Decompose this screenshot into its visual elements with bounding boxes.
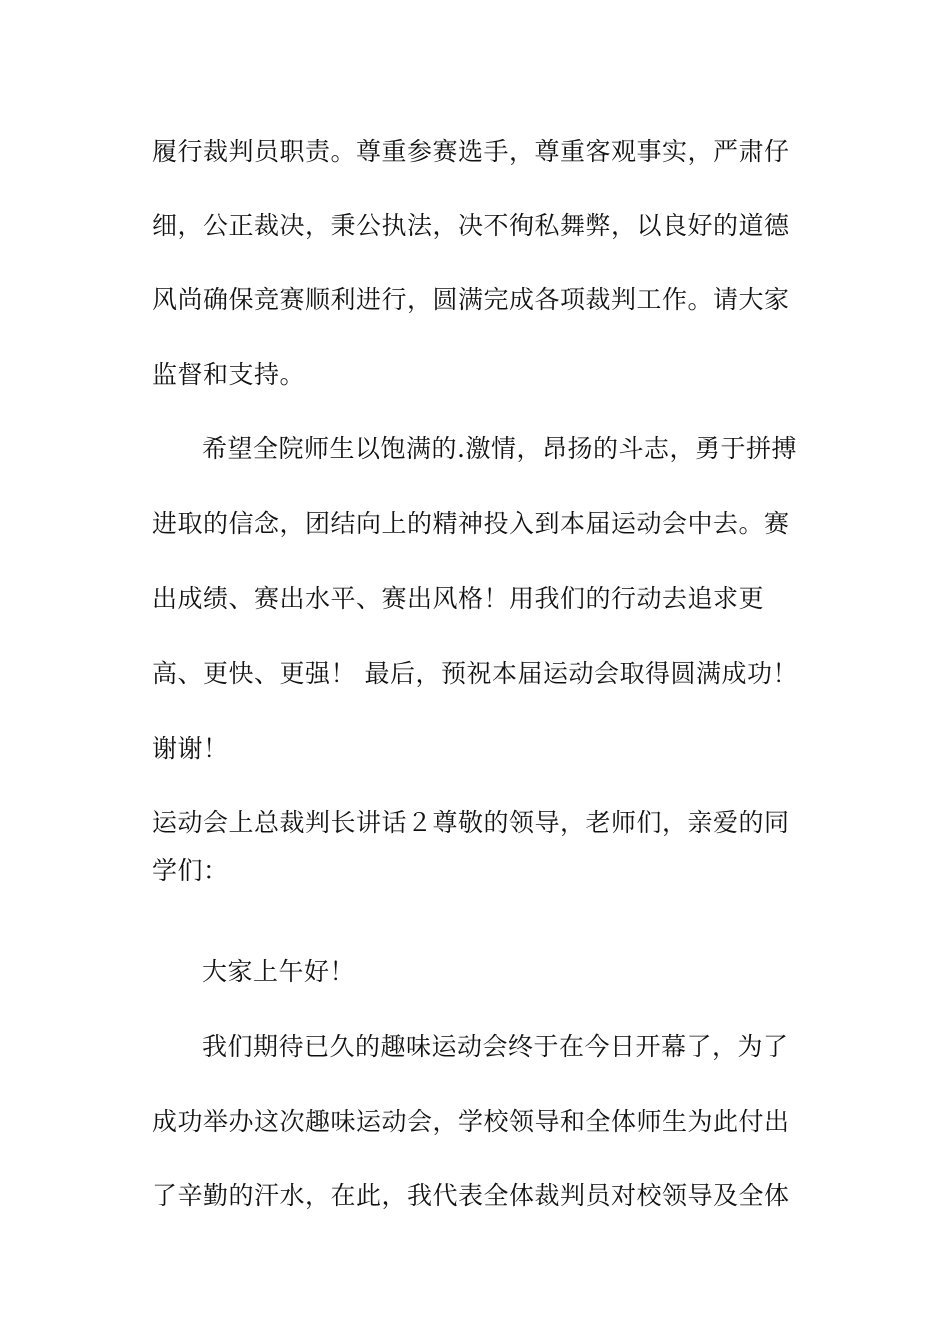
paragraph-line: 我们期待已久的趣味运动会终于在今日开幕了，为了 [202,1032,789,1061]
paragraph-line: 大家上午好！ [202,957,356,986]
paragraph-line: 进取的信念，团结向上的精神投入到本届运动会中去。赛 [152,509,790,538]
paragraph-line: 希望全院师生以饱满的.激情，昂扬的斗志，勇于拼搏 [202,434,797,463]
paragraph-line: 成功举办这次趣味运动会，学校领导和全体师生为此付出 [152,1107,790,1136]
paragraph-line: 出成绩、赛出水平、赛出风格！用我们的行动去追求更 [152,584,765,613]
paragraph-line: 履行裁判员职责。尊重参赛选手，尊重客观事实，严肃仔 [152,137,790,166]
paragraph-line: 了辛勤的汗水，在此，我代表全体裁判员对校领导及全体 [152,1181,790,1210]
paragraph-line: 监督和支持。 [152,360,306,389]
paragraph-line: 谢谢！ [152,734,229,763]
paragraph-line: 学们： [152,856,229,885]
paragraph-line: 高、更快、更强！ 最后，预祝本届运动会取得圆满成功！ [152,659,798,688]
heading-line: 运动会上总裁判长讲话２尊敬的领导，老师们，亲爱的同 [152,808,790,837]
paragraph-line: 风尚确保竞赛顺利进行，圆满完成各项裁判工作。请大家 [152,285,790,314]
paragraph-line: 细，公正裁决，秉公执法，决不徇私舞弊，以良好的道德 [152,211,790,240]
